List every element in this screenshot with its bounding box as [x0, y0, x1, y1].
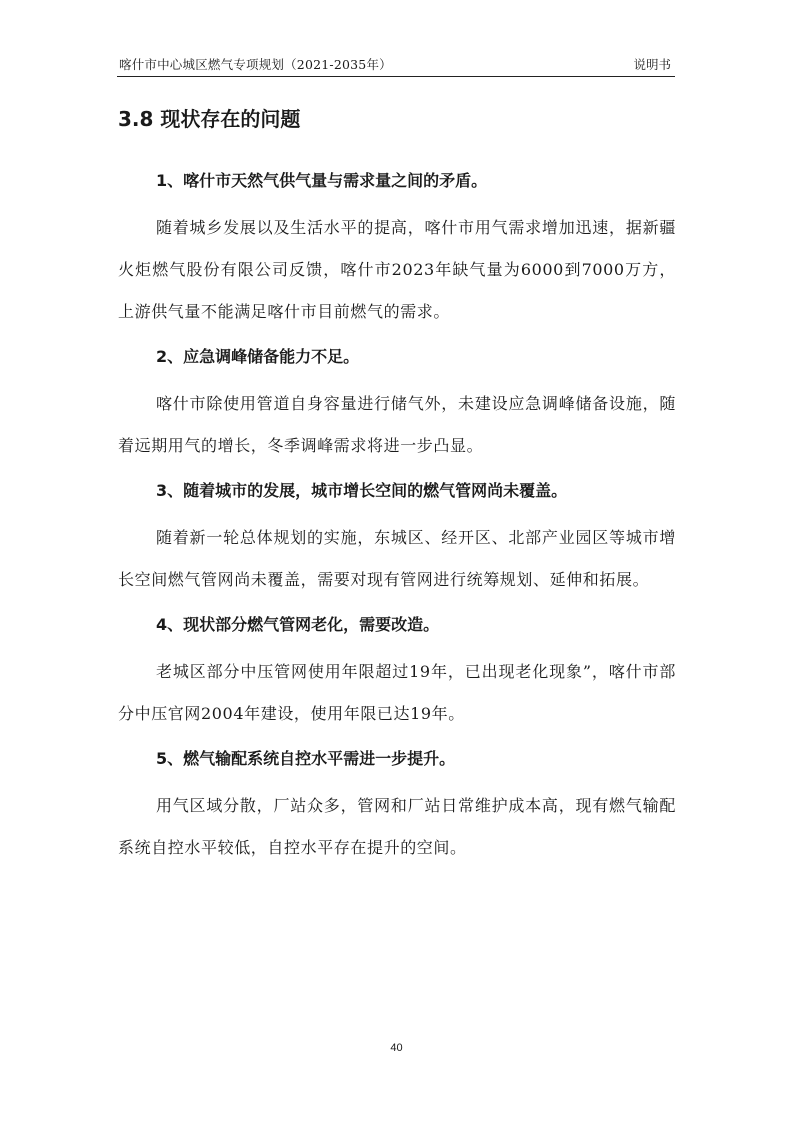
issue-heading: 3、随着城市的发展，城市增长空间的燃气管网尚未覆盖。	[156, 481, 568, 500]
issue-body: 随着城乡发展以及生活水平的提高，喀什市用气需求增加迅速，据新疆火炬燃气股份有限公司反馈，喀什市2023年缺气量为6000到7000万方，上游供气量不能满足喀什市目前燃气的需求。	[118, 218, 676, 321]
section-title: 3.8 现状存在的问题	[118, 107, 301, 131]
issue-heading: 5、燃气输配系统自控水平需进一步提升。	[156, 749, 456, 768]
issue-heading: 4、现状部分燃气管网老化，需要改造。	[156, 615, 440, 634]
issue-heading: 1、喀什市天然气供气量与需求量之间的矛盾。	[156, 171, 488, 190]
issues-list	[118, 163, 676, 875]
issue-item	[118, 741, 676, 869]
page-number: 40	[390, 1042, 403, 1054]
issue-body: 用气区域分散，厂站众多，管网和厂站日常维护成本高，现有燃气输配系统自控水平较低，自控水平存在提升的空间。	[118, 796, 676, 857]
issue-item	[118, 607, 676, 735]
page-header	[117, 52, 675, 77]
document-title: 喀什市中心城区燃气专项规划（2021-2035年）	[119, 57, 392, 72]
issue-body: 喀什市除使用管道自身容量进行储气外，未建设应急调峰储备设施，随着远期用气的增长，冬季调峰需求将进一步凸显。	[118, 394, 676, 455]
issue-heading: 2、应急调峰储备能力不足。	[156, 347, 360, 366]
issue-body: 老城区部分中压管网使用年限超过19年，已出现老化现象”，喀什市部分中压官网2004年建设，使用年限已达19年。	[118, 662, 676, 723]
document-type-label: 说明书	[633, 57, 671, 72]
issue-item	[118, 473, 676, 601]
issue-item	[118, 339, 676, 467]
issue-item	[118, 163, 676, 333]
issue-body: 随着新一轮总体规划的实施，东城区、经开区、北部产业园区等城市增长空间燃气管网尚未覆盖，需要对现有管网进行统筹规划、延伸和拓展。	[118, 528, 676, 589]
